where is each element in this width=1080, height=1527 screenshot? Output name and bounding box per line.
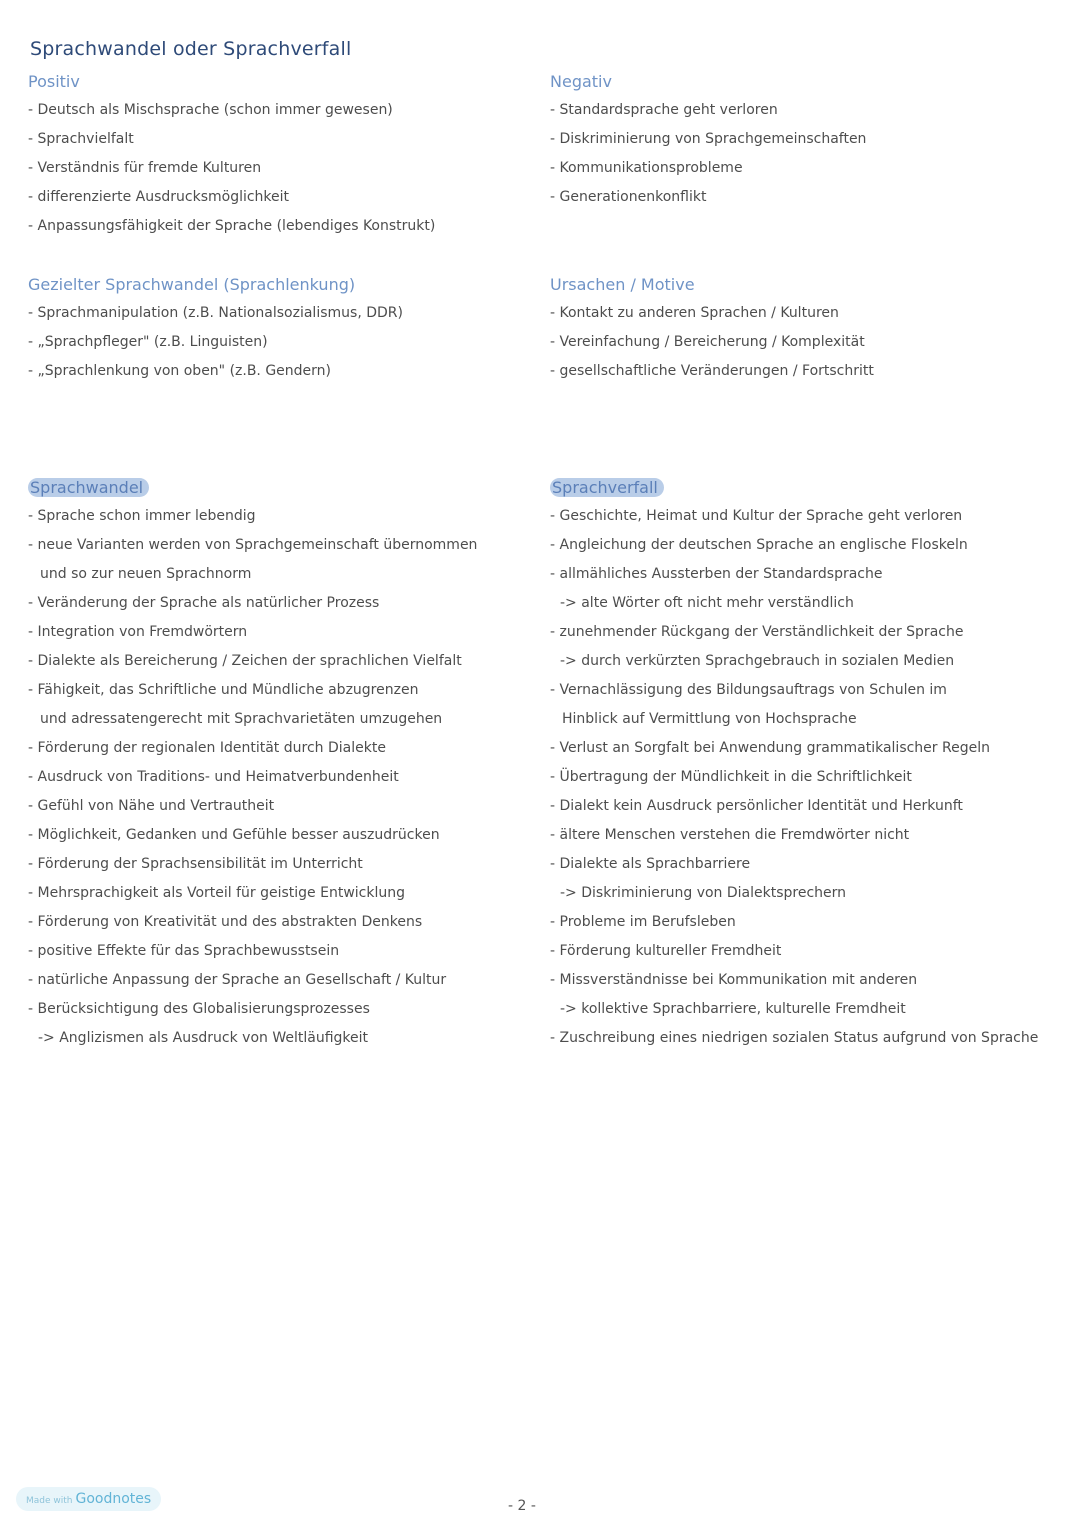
list-item: - zunehmender Rückgang der Verständlichkeit der Sprache [550, 624, 964, 640]
section-heading-text: Sprachwandel [28, 478, 149, 497]
section-negativ [550, 67, 1070, 212]
list-item: - Generationenkonflikt [550, 189, 707, 205]
list-item: - Dialekt kein Ausdruck persönlicher Identität und Herkunft [550, 798, 963, 814]
section-positiv [28, 67, 548, 241]
list-item: - Berücksichtigung des Globalisierungsprozesses [28, 1001, 370, 1017]
list-item: - Gefühl von Nähe und Vertrautheit [28, 798, 275, 814]
list-item: - Förderung von Kreativität und des abstrakten Denkens [28, 914, 423, 930]
section-heading-text: Ursachen / Motive [550, 275, 695, 294]
list-item: - Deutsch als Mischsprache (schon immer gewesen) [28, 102, 393, 118]
list-item: - Ausdruck von Traditions- und Heimatverbundenheit [28, 769, 399, 785]
list-item: - Förderung kultureller Fremdheit [550, 943, 782, 959]
section-heading-text: Negativ [550, 72, 612, 91]
list-item-continuation: Hinblick auf Vermittlung von Hochsprache [562, 711, 857, 727]
list-item: - Angleichung der deutschen Sprache an englische Floskeln [550, 537, 968, 553]
section-heading [550, 473, 1080, 502]
section-sprachwandel [28, 473, 548, 1053]
section-heading [28, 473, 548, 502]
list-item: - Dialekte als Sprachbarriere [550, 856, 751, 872]
list-item: - natürliche Anpassung der Sprache an Gesellschaft / Kultur [28, 972, 447, 988]
list-item: - Fähigkeit, das Schriftliche und Mündliche abzugrenzen [28, 682, 419, 698]
list-item: - Integration von Fremdwörtern [28, 624, 248, 640]
list-item: - Verlust an Sorgfalt bei Anwendung grammatikalischer Regeln [550, 740, 990, 756]
section-gezielter-sprachwandel [28, 270, 548, 386]
list-item: - gesellschaftliche Veränderungen / Fortschritt [550, 363, 874, 379]
list-subitem: -> kollektive Sprachbarriere, kulturelle Fremdheit [560, 1001, 906, 1017]
list-item-continuation: und so zur neuen Sprachnorm [40, 566, 252, 582]
badge-prefix: Made with [26, 1496, 73, 1506]
list-item: - Verständnis für fremde Kulturen [28, 160, 262, 176]
goodnotes-badge[interactable] [16, 1487, 161, 1511]
list-item: - positive Effekte für das Sprachbewusstsein [28, 943, 340, 959]
list-item: - Diskriminierung von Sprachgemeinschaften [550, 131, 867, 147]
list-item: - allmähliches Aussterben der Standardsprache [550, 566, 883, 582]
list-item: - Standardsprache geht verloren [550, 102, 778, 118]
list-item: - Sprache schon immer lebendig [28, 508, 256, 524]
section-sprachverfall [550, 473, 1080, 1053]
list-subitem: -> durch verkürzten Sprachgebrauch in sozialen Medien [560, 653, 955, 669]
section-heading [550, 67, 1070, 96]
list-item: - ältere Menschen verstehen die Fremdwörter nicht [550, 827, 910, 843]
section-heading-text: Sprachverfall [550, 478, 664, 497]
list-item: - Geschichte, Heimat und Kultur der Sprache geht verloren [550, 508, 963, 524]
page-number: - 2 - [508, 1498, 536, 1514]
badge-brand: Goodnotes [75, 1491, 152, 1507]
page-title: Sprachwandel oder Sprachverfall [30, 38, 352, 60]
list-item: - „Sprachpfleger" (z.B. Linguisten) [28, 334, 268, 350]
list-item: - Kommunikationsprobleme [550, 160, 743, 176]
section-heading [550, 270, 1070, 299]
list-item: - Förderung der Sprachsensibilität im Unterricht [28, 856, 363, 872]
section-heading [28, 67, 548, 96]
list-item: - Probleme im Berufsleben [550, 914, 736, 930]
list-subitem: -> alte Wörter oft nicht mehr verständlich [560, 595, 854, 611]
list-item-continuation: und adressatengerecht mit Sprachvarietäten umzugehen [40, 711, 443, 727]
list-item: - Förderung der regionalen Identität durch Dialekte [28, 740, 386, 756]
list-item: - Zuschreibung eines niedrigen sozialen Status aufgrund von Sprache [550, 1030, 1039, 1046]
list-item: - Vernachlässigung des Bildungsauftrags von Schulen im [550, 682, 947, 698]
list-item: - Möglichkeit, Gedanken und Gefühle besser auszudrücken [28, 827, 440, 843]
list-item: - „Sprachlenkung von oben" (z.B. Gendern) [28, 363, 332, 379]
list-item: - Veränderung der Sprache als natürlicher Prozess [28, 595, 380, 611]
section-heading [28, 270, 548, 299]
list-item: - Sprachmanipulation (z.B. Nationalsozialismus, DDR) [28, 305, 403, 321]
list-item: - Übertragung der Mündlichkeit in die Schriftlichkeit [550, 769, 912, 785]
list-item: - Missverständnisse bei Kommunikation mit anderen [550, 972, 918, 988]
list-item: - Sprachvielfalt [28, 131, 134, 147]
list-subitem: -> Anglizismen als Ausdruck von Weltläufigkeit [38, 1030, 369, 1046]
list-item: - Dialekte als Bereicherung / Zeichen der sprachlichen Vielfalt [28, 653, 462, 669]
list-item: - Vereinfachung / Bereicherung / Komplexität [550, 334, 865, 350]
list-subitem: -> Diskriminierung von Dialektsprechern [560, 885, 847, 901]
list-item: - Anpassungsfähigkeit der Sprache (lebendiges Konstrukt) [28, 218, 436, 234]
list-item: - Kontakt zu anderen Sprachen / Kulturen [550, 305, 839, 321]
list-item: - neue Varianten werden von Sprachgemeinschaft übernommen [28, 537, 478, 553]
section-heading-text: Positiv [28, 72, 80, 91]
section-heading-text: Gezielter Sprachwandel (Sprachlenkung) [28, 275, 356, 294]
list-item: - differenzierte Ausdrucksmöglichkeit [28, 189, 290, 205]
list-item: - Mehrsprachigkeit als Vorteil für geistige Entwicklung [28, 885, 405, 901]
section-ursachen-motive [550, 270, 1070, 386]
